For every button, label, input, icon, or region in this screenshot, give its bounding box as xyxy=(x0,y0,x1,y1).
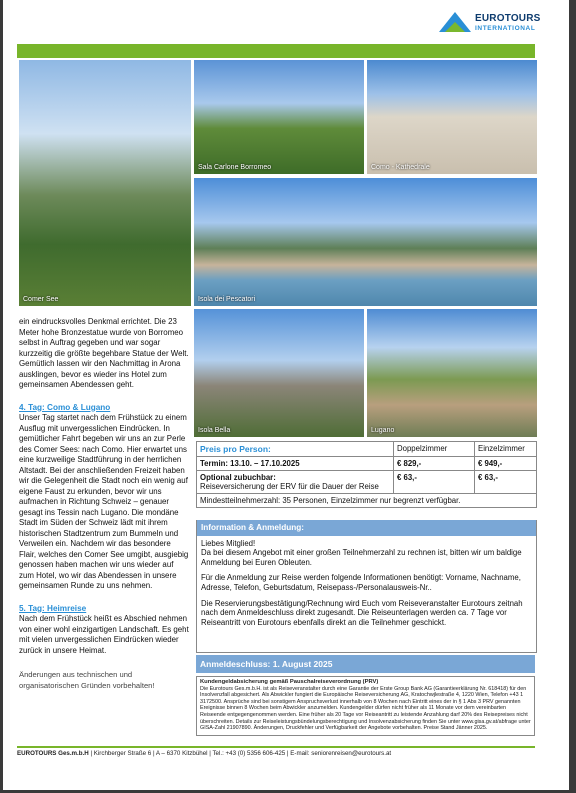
term-single-price: € 949,- xyxy=(478,459,503,468)
photo-isola-bella xyxy=(194,309,364,437)
logo-sub: INTERNATIONAL xyxy=(475,25,536,32)
info-heading: Information & Anmeldung: xyxy=(197,520,536,536)
info-confirmation: Die Reservierungsbestätigung/Rechnung wird Euch vom Reiseveranstalter Eurotours zeitnah nach dem Anmeldeschluss direkt zugesandt. Die Reiseunterlagen werden ca. 7 Tage vor Reiseantritt von Eurotours ebenfalls direkt an die Teilnehmer geschickt. xyxy=(201,598,523,627)
info-body xyxy=(197,536,536,637)
mountain-logo-accent-icon xyxy=(445,22,465,32)
disclaimer-note: Änderungen aus technischen und organisatorischen Gründen vorbehalten! xyxy=(19,670,155,690)
header-green-bar xyxy=(17,44,535,58)
footer-contact: | Kirchberger Straße 6 | A – 6370 Kitzbühel | Tel.: +43 (0) 5356 606-425 | E-mail: seniorenreisen@eurotours.at xyxy=(88,750,392,757)
optional-label: Optional zubuchbar: xyxy=(200,473,276,482)
photo-caption: Sala Carlone Borromeo xyxy=(198,164,272,171)
info-requirements: Für die Anmeldung zur Reise werden folgende Informationen benötigt: Vorname, Nachname, Adresse, Telefon, Geburtsdatum, Reisepass-/Personalausweis-Nr.. xyxy=(201,573,521,592)
info-greeting-text: Da bei diesem Angebot mit einer großen Teilnehmerzahl zu rechnen ist, bitten wir um baldige Anmeldung bei Euren Obleuten. xyxy=(201,548,522,567)
day4-heading: 4. Tag: Como & Lugano xyxy=(19,402,111,412)
photo-caption: Como - Kathedrale xyxy=(371,164,430,171)
day5-heading: 5. Tag: Heimreise xyxy=(19,603,87,613)
price-term-row xyxy=(197,457,536,471)
optional-single-price: € 63,- xyxy=(478,473,498,482)
photo-como-kathedrale xyxy=(367,60,537,174)
logo-name: EUROTOURS xyxy=(475,13,541,24)
info-box xyxy=(196,520,537,653)
optional-text: Reiseversicherung der ERV für die Dauer der Reise xyxy=(200,482,379,491)
insurance-text: Die Eurotours Ges.m.b.H. ist als Reiseveranstalter durch eine Garantie der Erste Group Bank AG (Garantieerklärung Nr. 618418) für den Insolvenzfall abgesichert. Als Abwickler fungiert die Europäische Reiseversicherung AG, Kratochwjlestraße 4, 1220 Wien, Telefon +43 1 3172500. Ansprüche sind bei sonstigem Anspruchsverlust innerhalb von 8 Wochen nach Eintritt eines der in § 1 Abs 3 PRV genannten Ereignisse binnen 8 Wochen beim Abwickler anzumelden. Kundengelder dürfen nicht früher als 11 Monate vor dem vereinbarten Reiseende entgegengenommen werden. Eine früher als 20 Tage vor Reiseantritt zu leistende Anzahlung darf 20% des Reisepreises nicht überschreiten. Details zur Reiseleistungsbündelungsberechtigung und Insolvenzabsicherung finden Sie unter www.gisa.gv.at/abfrage unter GISA-Zahl 21907890. Änderungen, Druckfehler und Verfügbarkeit der Angebote vorbehalten. Preise Stand Jänner 2025. xyxy=(200,685,531,732)
term-label: Termin: 13.10. – 17.10.2025 xyxy=(197,457,394,470)
insurance-title: Kundengeldabsicherung gemäß Pauschalreiseverordnung (PRV) xyxy=(200,679,379,685)
photo-caption: Isola dei Pescatori xyxy=(198,296,256,303)
optional-cell xyxy=(197,471,394,493)
day4-paragraph: Unser Tag startet nach dem Frühstück zu einem Ausflug mit unvergesslichen Eindrücken. In gemütlicher Fahrt begeben wir uns an zur Perle des Comer Sees: nach Como. Hier erwartet uns eine kurzweilige Stadtführung in der herrlichen Altstadt. Bei der anschließenden Freizeit haben wir die Gelegenheit die Stadt noch ein wenig auf eigene Faust zu erkunden, bevor wir uns aufmachen in Richtung Schweiz – genauer gesagt ins Tessin nach Lugano. Die mondäne Stadt im Süden der Schweiz lädt mit ihrem historischen Stadtzentrum zum Bummeln und Verweilen ein. Nachdem wir das besondere Flair, welches den Comer See umgibt, ausgiebig genossen haben machen wir uns wieder auf zum Hotel, wo wir das Abendessen in unsere gemeinsamen Runde zu uns nehmen. xyxy=(19,413,189,590)
intro-paragraph: ein eindrucksvolles Denkmal errichtet. Die 23 Meter hohe Bronzestatue wurde von Borromeo selbst in Auftrag gegeben und war sogar kurzzeitig die größte begehbare Statue der Welt. Gemütlich lassen wir den Nachmittag in Arona ausklingen, bevor es wieder ins Hotel zum gemeinsamen Abendessen geht. xyxy=(19,317,189,389)
price-header-row xyxy=(197,442,536,457)
min-participants: Mindestteilnehmerzahl: 35 Personen, Einzelzimmer nur begrenzt verfügbar. xyxy=(200,496,461,505)
price-min-row xyxy=(197,494,536,507)
info-greeting-line: Liebes Mitglied! xyxy=(201,538,256,548)
price-table xyxy=(196,441,537,508)
col-single: Einzelzimmer xyxy=(478,444,525,453)
registration-deadline: Anmeldeschluss: 1. August 2025 xyxy=(196,655,535,673)
footer-company: EUROTOURS Ges.m.b.H xyxy=(17,750,89,757)
col-double: Doppelzimmer xyxy=(394,442,475,456)
photo-caption: Comer See xyxy=(23,296,59,303)
term-double-price: € 829,- xyxy=(394,457,475,470)
photo-caption: Isola Bella xyxy=(198,427,231,434)
photo-caption: Lugano xyxy=(371,427,395,434)
insurance-box xyxy=(196,676,535,736)
photo-isola-dei-pescatori xyxy=(194,178,537,306)
document-page xyxy=(3,0,569,790)
footer xyxy=(17,746,535,757)
price-header: Preis pro Person: xyxy=(197,442,394,456)
photo-sala-carlone xyxy=(194,60,364,174)
optional-double-price: € 63,- xyxy=(394,471,475,493)
photo-comer-see xyxy=(19,60,191,306)
info-greeting xyxy=(201,539,532,568)
price-optional-row xyxy=(197,471,536,494)
eurotours-logo xyxy=(439,10,539,36)
itinerary-text xyxy=(19,317,189,691)
photo-lugano xyxy=(367,309,537,437)
day5-paragraph: Nach dem Frühstück heißt es Abschied nehmen von einer wohl einzigartigen Landschaft. Es geht mit vielen unvergesslichen Eindrücken wieder zurück in unsere Heimat. xyxy=(19,614,189,655)
